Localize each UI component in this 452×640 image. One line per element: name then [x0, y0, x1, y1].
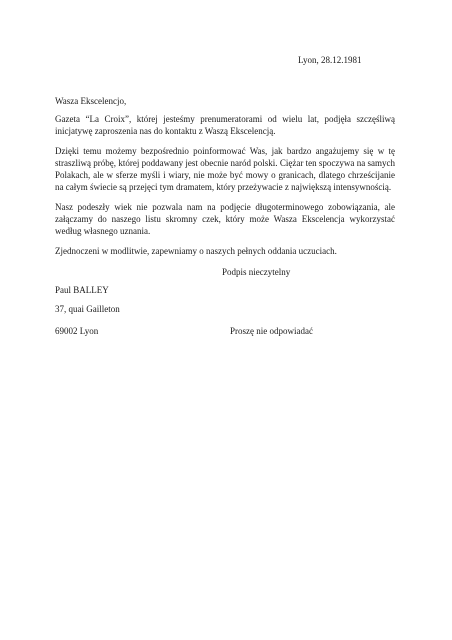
letter-paragraph: Dzięki temu możemy bezpośrednio poinformować Was, jak bardzo angażujemy się w tę straszliwą próbę, której poddawany jest obecnie naród polski. Ciężar ten spoczywa na samych Polakach, ale w sferze myśli i wiary, nie może być mowy o granicach, dlatego chrześcijanie na całym świecie są przejęci tym dramatem, który przeżywacie z największą intensywnością.: [55, 146, 395, 192]
letter-salutation: Wasza Ekscelencjo,: [55, 96, 127, 106]
sender-street: 37, quai Gailleton: [55, 304, 120, 314]
signature-note: Podpis nieczytelny: [222, 267, 291, 277]
letter-paragraph: Nasz podeszły wiek nie pozwala nam na podjęcie długoterminowego zobowiązania, ale załączamy do naszego listu skromny czek, który może Wasza Ekscelencja wykorzystać według własnego uznania.: [55, 202, 395, 236]
sender-name: Paul BALLEY: [55, 285, 109, 295]
letter-paragraph: Gazeta “La Croix”, której jesteśmy prenumeratorami od wielu lat, podjęła szczęśliwą inicjatywę zaproszenia nas do kontaktu z Waszą Ekscelencją.: [55, 114, 395, 136]
letter-paragraph: Zjednoczeni w modlitwie, zapewniamy o naszych pełnych oddania uczuciach.: [55, 246, 337, 256]
sender-city: 69002 Lyon: [55, 326, 99, 336]
letter-date: Lyon, 28.12.1981: [298, 55, 362, 65]
reply-note: Proszę nie odpowiadać: [230, 326, 313, 336]
